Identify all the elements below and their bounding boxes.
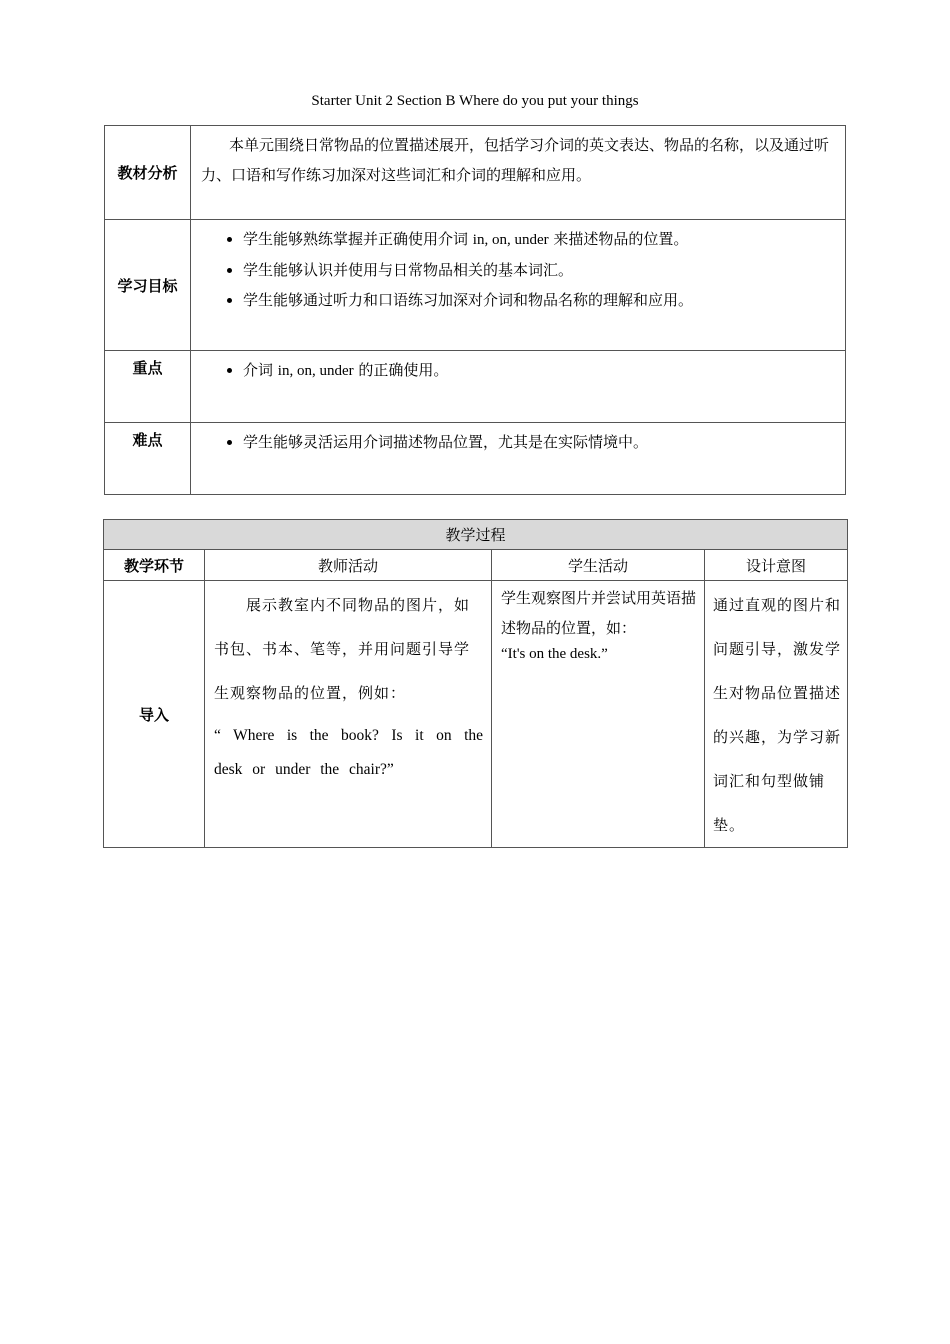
list-item: • 学生能够熟练掌握并正确使用介词 in, on, under 来描述物品的位置。 bbox=[243, 224, 845, 255]
list-item: • 介词 in, on, under 的正确使用。 bbox=[243, 355, 845, 386]
teacher-activity-quote: “ Where is the book? Is it on the desk or under the chair?” bbox=[214, 727, 483, 778]
difficulties-list bbox=[191, 427, 845, 457]
document-title: Starter Unit 2 Section B Where do you put your things bbox=[311, 93, 639, 109]
process-table bbox=[103, 519, 848, 848]
table-row bbox=[105, 126, 846, 220]
stage-label: 导入 bbox=[104, 581, 205, 848]
objectives-list bbox=[191, 224, 845, 315]
table-row bbox=[104, 550, 848, 581]
student-activity-text: 学生观察图片并尝试用英语描述物品的位置，如： bbox=[501, 589, 697, 637]
column-header-teacher: 教师活动 bbox=[205, 550, 492, 581]
table-row bbox=[105, 220, 846, 351]
difficulties-cell bbox=[191, 423, 846, 495]
design-intent: 通过直观的图片和问题引导，激发学生对物品位置描述的兴趣，为学习新词汇和句型做铺垫。 bbox=[705, 581, 848, 848]
student-activity bbox=[492, 581, 705, 848]
column-header-student: 学生活动 bbox=[492, 550, 705, 581]
row-label-analysis: 教材分析 bbox=[105, 126, 191, 220]
list-item: • 学生能够灵活运用介词描述物品位置，尤其是在实际情境中。 bbox=[243, 427, 845, 457]
column-header-stage: 教学环节 bbox=[104, 550, 205, 581]
row-label-key-points: 重点 bbox=[105, 351, 191, 423]
table-row bbox=[104, 520, 848, 550]
analysis-text: 本单元围绕日常物品的位置描述展开，包括学习介词的英文表达、物品的名称，以及通过听力、口语和写作练习加深对这些词汇和介词的理解和应用。 bbox=[191, 126, 846, 220]
objectives-cell bbox=[191, 220, 846, 351]
key-points-list bbox=[191, 355, 845, 386]
table-row bbox=[104, 581, 848, 848]
table-row bbox=[105, 351, 846, 423]
table-row bbox=[105, 423, 846, 495]
teacher-activity bbox=[205, 581, 492, 848]
row-label-objectives: 学习目标 bbox=[105, 220, 191, 351]
key-points-cell bbox=[191, 351, 846, 423]
list-item: • 学生能够通过听力和口语练习加深对介词和物品名称的理解和应用。 bbox=[243, 285, 845, 315]
process-title: 教学过程 bbox=[104, 520, 848, 550]
row-label-difficulties: 难点 bbox=[105, 423, 191, 495]
teacher-activity-text: 展示教室内不同物品的图片，如书包、书本、笔等，并用问题引导学生观察物品的位置，例如： bbox=[214, 596, 471, 702]
student-activity-quote: “It's on the desk.” bbox=[501, 646, 608, 662]
overview-table bbox=[104, 125, 846, 495]
list-item: • 学生能够认识并使用与日常物品相关的基本词汇。 bbox=[243, 255, 845, 285]
column-header-intent: 设计意图 bbox=[705, 550, 848, 581]
